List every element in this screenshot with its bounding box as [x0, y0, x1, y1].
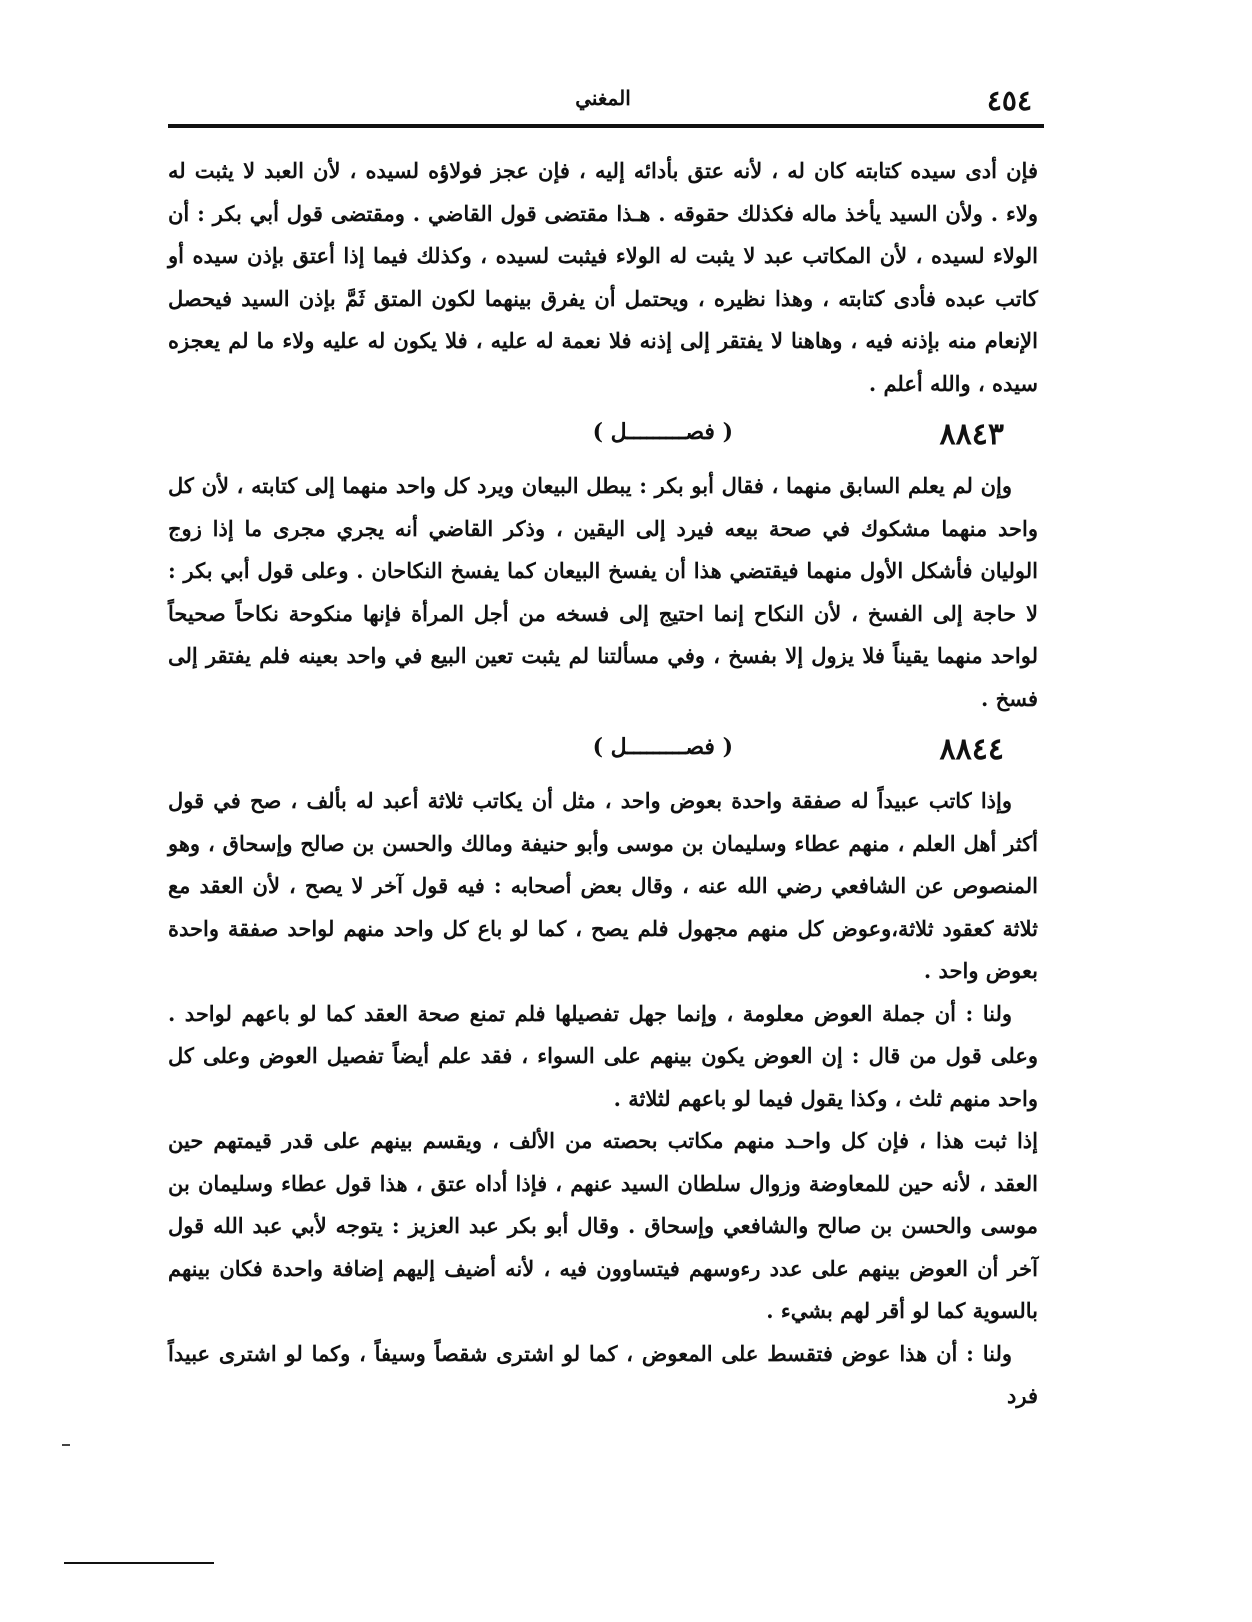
margin-mark	[62, 1444, 70, 1446]
section-label: ( فصـــــــــل )	[592, 419, 733, 445]
section-label: ( فصـــــــــل )	[592, 734, 733, 760]
page-header	[168, 78, 1038, 122]
section-number: ٨٨٤٤	[939, 732, 1004, 767]
section-8843-paragraph: وإن لم يعلم السابق منهما ، فقال أبو بكر : يبطل البيعان ويرد كل واحد منهما إلى كتابته ، لأن كل واحد منهما مشكوك في صحة بيعه فيرد إلى اليقين ، وذكر القاضي أنه يجري مجرى ما إذا زوج الوليان فأشكل الأول منهما فيقتضي هذا أن يفسخ البيعان كما يفسخ النكاحان . وعلى قول أبي بكر : لا حاجة إلى الفسخ ، لأن النكاح إنما احتيج إلى فسخه من أجل المرأة فإنها منكوحة نكاحاً صحيحاً لواحد منهما يقيناً فلا يزول إلا بفسخ ، وفي مسألتنا لم يثبت تعين البيع في واحد بعينه فلم يفتقر إلى فسخ .	[168, 473, 1038, 711]
section-8844-paragraph-2: ولنا : أن جملة العوض معلومة ، وإنما جهل تفصيلها فلم تمنع صحة العقد كما لو باعهم لواحد . وعلى قول من قال : إن العوض يكون بينهم على السواء ، فقد علم أيضاً تفصيل العوض وعلى كل واحد منهم ثلث ، وكذا يقول فيما لو باعهم لثلاثة .	[168, 1000, 1038, 1111]
section-8844-paragraph-4: ولنا : أن هذا عوض فتقسط على المعوض ، كما لو اشترى شقصاً وسيفاً ، وكما لو اشترى عبيداً فرد	[168, 1340, 1038, 1408]
header-rule	[168, 124, 1044, 128]
section-heading-8843	[168, 409, 1038, 463]
section-8844-paragraph-3: إذا ثبت هذا ، فإن كل واحـد منهم مكاتب بحصته من الألف ، ويقسم بينهم على قدر قيمتهم حين العقد ، لأنه حين للمعاوضة وزوال سلطان السيد عنهم ، فإذا أداه عتق ، هذا قول عطاء وسليمان بن موسى والحسن بن صالح والشافعي وإسحاق . وقال أبو بكر عبد العزيز : يتوجه لأبي عبد الله قول آخر أن العوض بينهم على عدد رءوسهم فيتساوون فيه ، لأنه أضيف إليهم إضافة واحدة فكان بينهم بالسوية كما لو أقر لهم بشيء .	[168, 1128, 1038, 1323]
section-heading-8844	[168, 724, 1038, 778]
footnote-rule	[64, 1562, 214, 1564]
page-body	[168, 150, 1038, 1418]
running-title: المغني	[575, 86, 631, 110]
page-number: ٤٥٤	[986, 84, 1032, 117]
section-number: ٨٨٤٣	[939, 417, 1004, 452]
section-8844-paragraph-1: وإذا كاتب عبيداً له صفقة واحدة بعوض واحد ، مثل أن يكاتب ثلاثة أعبد له بألف ، صح في قول أكثر أهل العلم ، منهم عطاء وسليمان بن موسى وأبو حنيفة ومالك والحسن بن صالح وإسحاق ، وهو المنصوص عن الشافعي رضي الله عنه ، وقال بعض أصحابه : فيه قول آخر لا يصح ، لأن العقد مع ثلاثة كعقود ثلاثة،وعوض كل منهم مجهول فلم يصح ، كما لو باع كل واحد منهم لواحد صفقة واحدة بعوض واحد .	[168, 788, 1038, 983]
intro-paragraph: فإن أدى سيده كتابته كان له ، لأنه عتق بأدائه إليه ، فإن عجز فولاؤه لسيده ، لأن العبد لا يثبت له ولاء . ولأن السيد يأخذ ماله فكذلك حقوقه . هـذا مقتضى قول القاضي . ومقتضى قول أبي بكر : أن الولاء لسيده ، لأن المكاتب عبد لا يثبت له الولاء فيثبت لسيده ، وكذلك فيما إذا أعتق بإذن سيده أو كاتب عبده فأدى كتابته ، وهذا نظيره ، ويحتمل أن يفرق بينهما لكون المتق ثَمَّ بإذن السيد فيحصل الإنعام منه بإذنه فيه ، وهاهنا لا يفتقر إلى إذنه فلا نعمة له عليه ، فلا يكون له عليه ولاء ما لم يعجزه سيده ، والله أعلم .	[168, 158, 1038, 396]
